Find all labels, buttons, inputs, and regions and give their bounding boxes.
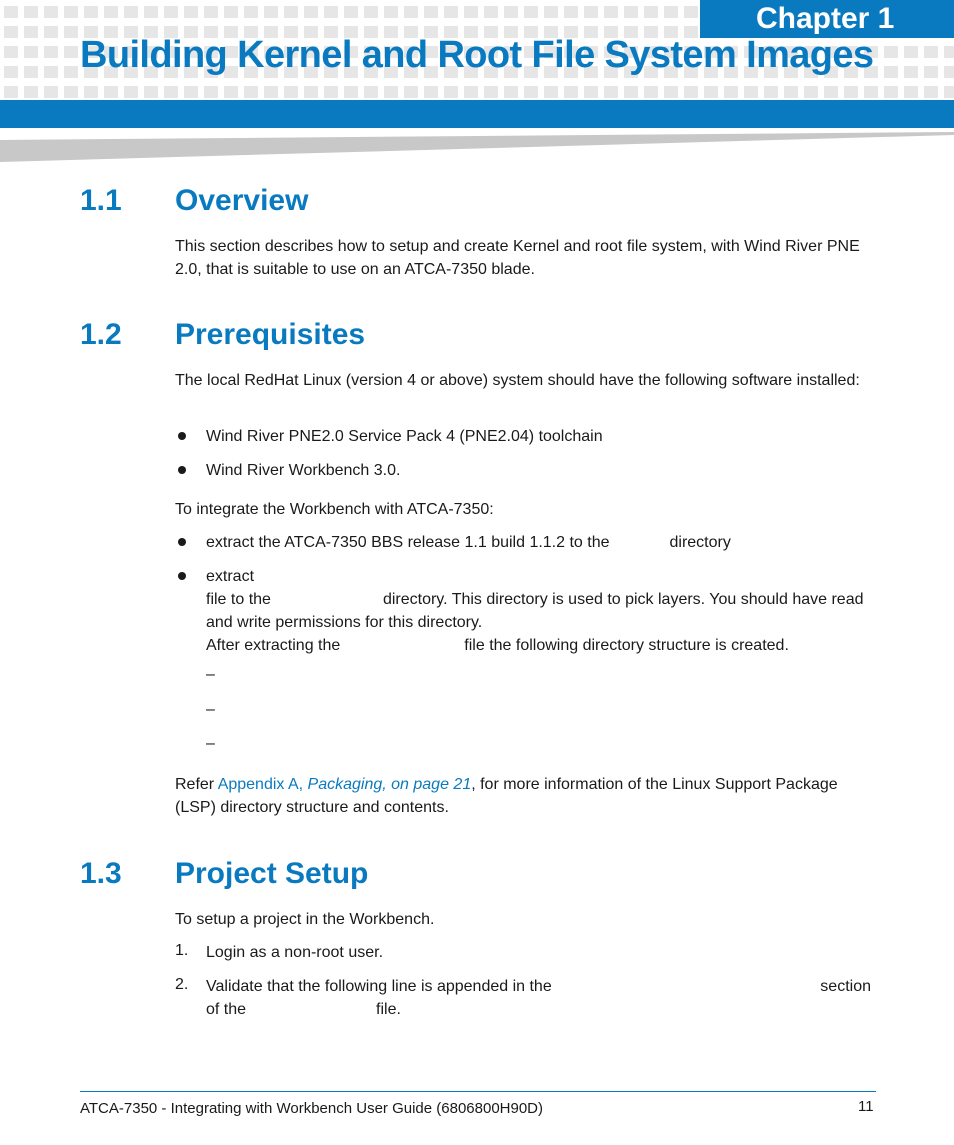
pattern-square <box>324 86 338 98</box>
footer-doc-title: ATCA-7350 - Integrating with Workbench User Guide (6806800H90D) <box>80 1100 544 1117</box>
pattern-square <box>624 6 638 18</box>
refer-text-end: , for more information of the Linux Support Package (LSP) directory structure and contents. <box>175 776 838 816</box>
footer-rule <box>80 1091 876 1092</box>
pattern-square <box>164 6 178 18</box>
section-number-overview: 1.1 <box>80 184 122 217</box>
section-title-prerequisites: Prerequisites <box>175 318 366 351</box>
pattern-square <box>524 86 538 98</box>
pattern-square <box>364 6 378 18</box>
integrate-intro: To integrate the Workbench with ATCA-7350: <box>175 501 494 518</box>
pattern-square <box>804 86 818 98</box>
pattern-square <box>4 46 18 58</box>
pattern-square <box>264 6 278 18</box>
pattern-square <box>684 86 698 98</box>
pattern-square <box>564 6 578 18</box>
pattern-square <box>64 66 78 78</box>
pattern-square <box>944 86 954 98</box>
pattern-square <box>924 66 938 78</box>
packaging-link[interactable]: Packaging, on page 21 <box>307 776 472 793</box>
pattern-square <box>224 6 238 18</box>
pattern-square <box>244 6 258 18</box>
refer-paragraph <box>175 773 875 819</box>
section-title-project-setup: Project Setup <box>175 857 369 890</box>
pattern-square <box>344 86 358 98</box>
pattern-square <box>424 86 438 98</box>
pattern-square <box>284 86 298 98</box>
refer-text: Refer <box>175 776 218 793</box>
pattern-square <box>664 86 678 98</box>
pattern-square <box>744 86 758 98</box>
prerequisites-intro: The local RedHat Linux (version 4 or above) system should have the following software installed: <box>175 372 860 389</box>
pattern-square <box>724 86 738 98</box>
pattern-square <box>844 86 858 98</box>
list-item <box>206 531 876 554</box>
pattern-square <box>604 86 618 98</box>
extract2-line2 <box>206 588 876 634</box>
pattern-square <box>364 86 378 98</box>
pattern-square <box>104 6 118 18</box>
pattern-square <box>904 86 918 98</box>
pattern-square <box>564 86 578 98</box>
pattern-square <box>504 6 518 18</box>
step-number: 2. <box>175 976 189 993</box>
pattern-square <box>444 86 458 98</box>
project-setup-intro: To setup a project in the Workbench. <box>175 911 435 928</box>
pattern-square <box>184 6 198 18</box>
step2-line1 <box>206 975 876 998</box>
extract2-directory-text: directory. This directory is used to pick layers. You should have read and write permissions for this directory. <box>206 591 864 631</box>
step-number: 1. <box>175 942 189 959</box>
pattern-square <box>904 66 918 78</box>
pattern-square <box>944 66 954 78</box>
pattern-square <box>64 86 78 98</box>
step-text <box>206 975 876 1021</box>
extract1-directory-text: directory <box>669 534 731 551</box>
chapter-label: Chapter 1 <box>700 0 954 38</box>
step2-line2 <box>206 998 876 1021</box>
extract2-line1: extract <box>206 568 255 585</box>
bullet-icon <box>178 538 186 546</box>
pattern-square <box>884 86 898 98</box>
header-gray-wedge <box>0 132 954 162</box>
overview-paragraph: This section describes how to setup and create Kernel and root file system, with Wind River PNE 2.0, that is suitable to use on an ATCA-7350 blade. <box>175 238 860 278</box>
pattern-square <box>684 6 698 18</box>
header-blue-bar <box>0 100 954 128</box>
extract2-line3 <box>206 634 876 657</box>
pattern-square <box>124 6 138 18</box>
pattern-square <box>144 86 158 98</box>
pattern-square <box>84 6 98 18</box>
pattern-square <box>604 6 618 18</box>
pattern-square <box>284 6 298 18</box>
pattern-square <box>824 86 838 98</box>
extract2-structure-text: file the following directory structure is created. <box>464 637 789 654</box>
pattern-square <box>144 6 158 18</box>
pattern-square <box>244 86 258 98</box>
pattern-square <box>4 66 18 78</box>
step2-of-the: of the <box>206 1001 247 1018</box>
pattern-square <box>104 86 118 98</box>
pattern-square <box>24 86 38 98</box>
pattern-square <box>624 86 638 98</box>
pattern-square <box>64 26 78 38</box>
pattern-square <box>884 66 898 78</box>
pattern-square <box>4 26 18 38</box>
pattern-square <box>484 6 498 18</box>
section-number-project-setup: 1.3 <box>80 857 122 890</box>
appendix-link[interactable]: Appendix A, <box>217 776 308 793</box>
pattern-square <box>164 86 178 98</box>
pattern-square <box>404 86 418 98</box>
pattern-square <box>4 6 18 18</box>
step2-file-word: file. <box>376 1001 401 1018</box>
step2-section-word: section <box>820 978 871 995</box>
pattern-square <box>384 86 398 98</box>
pattern-square <box>264 86 278 98</box>
extract2-file-to: file to the <box>206 591 271 608</box>
pattern-square <box>584 6 598 18</box>
pattern-square <box>64 6 78 18</box>
pattern-square <box>904 46 918 58</box>
list-item <box>206 565 876 657</box>
pattern-square <box>24 66 38 78</box>
pattern-square <box>24 46 38 58</box>
pattern-square <box>664 6 678 18</box>
pattern-square <box>184 86 198 98</box>
pattern-square <box>204 86 218 98</box>
pattern-square <box>64 46 78 58</box>
pattern-square <box>224 86 238 98</box>
bullet-icon <box>178 432 186 440</box>
step2-text-a: Validate that the following line is appended in the <box>206 978 552 995</box>
dash-item: – <box>206 735 215 752</box>
pattern-square <box>4 86 18 98</box>
section-number-prerequisites: 1.2 <box>80 318 122 351</box>
extract2-after-text: After extracting the <box>206 637 341 654</box>
section-title-overview: Overview <box>175 184 309 217</box>
pattern-square <box>644 6 658 18</box>
pattern-square <box>484 86 498 98</box>
pattern-square <box>584 86 598 98</box>
pattern-square <box>544 86 558 98</box>
pattern-square <box>44 6 58 18</box>
pattern-square <box>304 6 318 18</box>
page-number: 11 <box>858 1098 874 1115</box>
dash-item: – <box>206 666 215 683</box>
pattern-square <box>44 86 58 98</box>
list-item: Wind River PNE2.0 Service Pack 4 (PNE2.04) toolchain <box>206 428 603 445</box>
pattern-square <box>944 46 954 58</box>
pattern-square <box>384 6 398 18</box>
pattern-square <box>304 86 318 98</box>
extract1-text: extract the ATCA-7350 BBS release 1.1 build 1.1.2 to the <box>206 534 610 551</box>
pattern-square <box>464 6 478 18</box>
pattern-square <box>444 6 458 18</box>
list-item: Wind River Workbench 3.0. <box>206 462 401 479</box>
pattern-square <box>424 6 438 18</box>
pattern-square <box>124 86 138 98</box>
pattern-square <box>704 86 718 98</box>
step-text: Login as a non-root user. <box>206 944 384 961</box>
pattern-square <box>204 6 218 18</box>
pattern-square <box>464 86 478 98</box>
pattern-square <box>344 6 358 18</box>
pattern-square <box>764 86 778 98</box>
pattern-square <box>324 6 338 18</box>
pattern-square <box>24 6 38 18</box>
pattern-square <box>504 86 518 98</box>
pattern-square <box>44 46 58 58</box>
pattern-square <box>524 6 538 18</box>
bullet-icon <box>178 466 186 474</box>
pattern-square <box>24 26 38 38</box>
pattern-square <box>784 86 798 98</box>
pattern-square <box>44 26 58 38</box>
pattern-square <box>644 86 658 98</box>
pattern-square <box>544 6 558 18</box>
dash-item: – <box>206 701 215 718</box>
bullet-icon <box>178 572 186 580</box>
page-title: Building Kernel and Root File System Images <box>80 34 874 76</box>
pattern-square <box>864 86 878 98</box>
pattern-square <box>44 66 58 78</box>
pattern-square <box>924 86 938 98</box>
pattern-square <box>884 46 898 58</box>
pattern-square <box>84 86 98 98</box>
pattern-square <box>924 46 938 58</box>
pattern-square <box>404 6 418 18</box>
